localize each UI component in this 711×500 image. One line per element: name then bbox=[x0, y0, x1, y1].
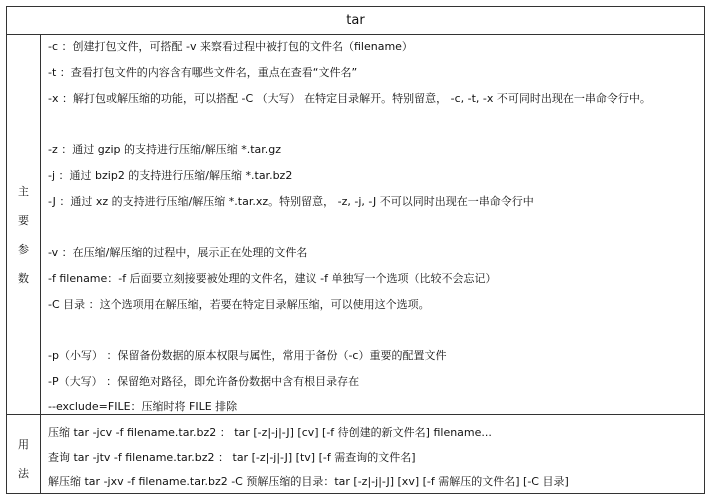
usage-label-char: 法 bbox=[18, 467, 29, 480]
title-divider bbox=[7, 34, 704, 35]
usage-compress: 压缩 tar -jcv -f filename.tar.bz2 ： tar [-z|-j|-J] [cv] [-f 待创建的新文件名] filename... bbox=[48, 426, 492, 439]
param-exclude: --exclude=FILE：压缩时将 FILE 排除 bbox=[48, 400, 238, 413]
param-c: -c ：创建打包文件，可搭配 -v 来察看过程中被打包的文件名（filename） bbox=[48, 40, 413, 53]
param-j: -j ：通过 bzip2 的支持进行压缩/解压缩 *.tar.bz2 bbox=[48, 169, 293, 182]
param-P: -P（大写） ：保留绝对路径，即允许备份数据中含有根目录存在 bbox=[48, 375, 360, 388]
params-label-char: 参 bbox=[18, 243, 29, 256]
usage-query: 查询 tar -jtv -f filename.tar.bz2 ： tar [-z|-j|-J] [tv] [-f 需查询的文件名] bbox=[48, 451, 416, 464]
table-title: tar bbox=[346, 13, 365, 28]
section-divider bbox=[7, 414, 704, 415]
usage-label-char: 用 bbox=[18, 438, 29, 451]
params-label bbox=[7, 177, 40, 293]
params-label-char: 要 bbox=[18, 214, 29, 227]
param-x: -x ：解打包或解压缩的功能，可以搭配 -C （大写） 在特定目录解开。特别留意， -c, -t, -x 不可同时出现在一串命令行中。 bbox=[48, 92, 651, 105]
usage-extract: 解压缩 tar -jxv -f filename.tar.bz2 -C 预解压缩的目录：tar [-z|-j|-J] [xv] [-f 需解压的文件名] [-C 目录] bbox=[48, 475, 569, 488]
params-label-char: 主 bbox=[18, 185, 29, 198]
param-J: -J ：通过 xz 的支持进行压缩/解压缩 *.tar.xz。特别留意， -z, -j, -J 不可以同时出现在一串命令行中 bbox=[48, 195, 534, 208]
column-divider bbox=[40, 34, 41, 493]
param-v: -v ：在压缩/解压缩的过程中，展示正在处理的文件名 bbox=[48, 246, 308, 259]
param-t: -t ：查看打包文件的内容含有哪些文件名，重点在查看“文件名” bbox=[48, 66, 358, 79]
params-label-char: 数 bbox=[18, 272, 29, 285]
usage-label bbox=[7, 430, 40, 488]
param-f: -f filename：-f 后面要立刻接要被处理的文件名，建议 -f 单独写一个选项（比较不会忘记） bbox=[48, 272, 497, 285]
param-C: -C 目录 ：这个选项用在解压缩，若要在特定目录解压缩，可以使用这个选项。 bbox=[48, 298, 430, 311]
param-p: -p（小写） ：保留备份数据的原本权限与属性，常用于备份（-c）重要的配置文件 bbox=[48, 349, 447, 362]
param-z: -z ：通过 gzip 的支持进行压缩/解压缩 *.tar.gz bbox=[48, 143, 282, 156]
tar-reference-table bbox=[6, 6, 705, 494]
